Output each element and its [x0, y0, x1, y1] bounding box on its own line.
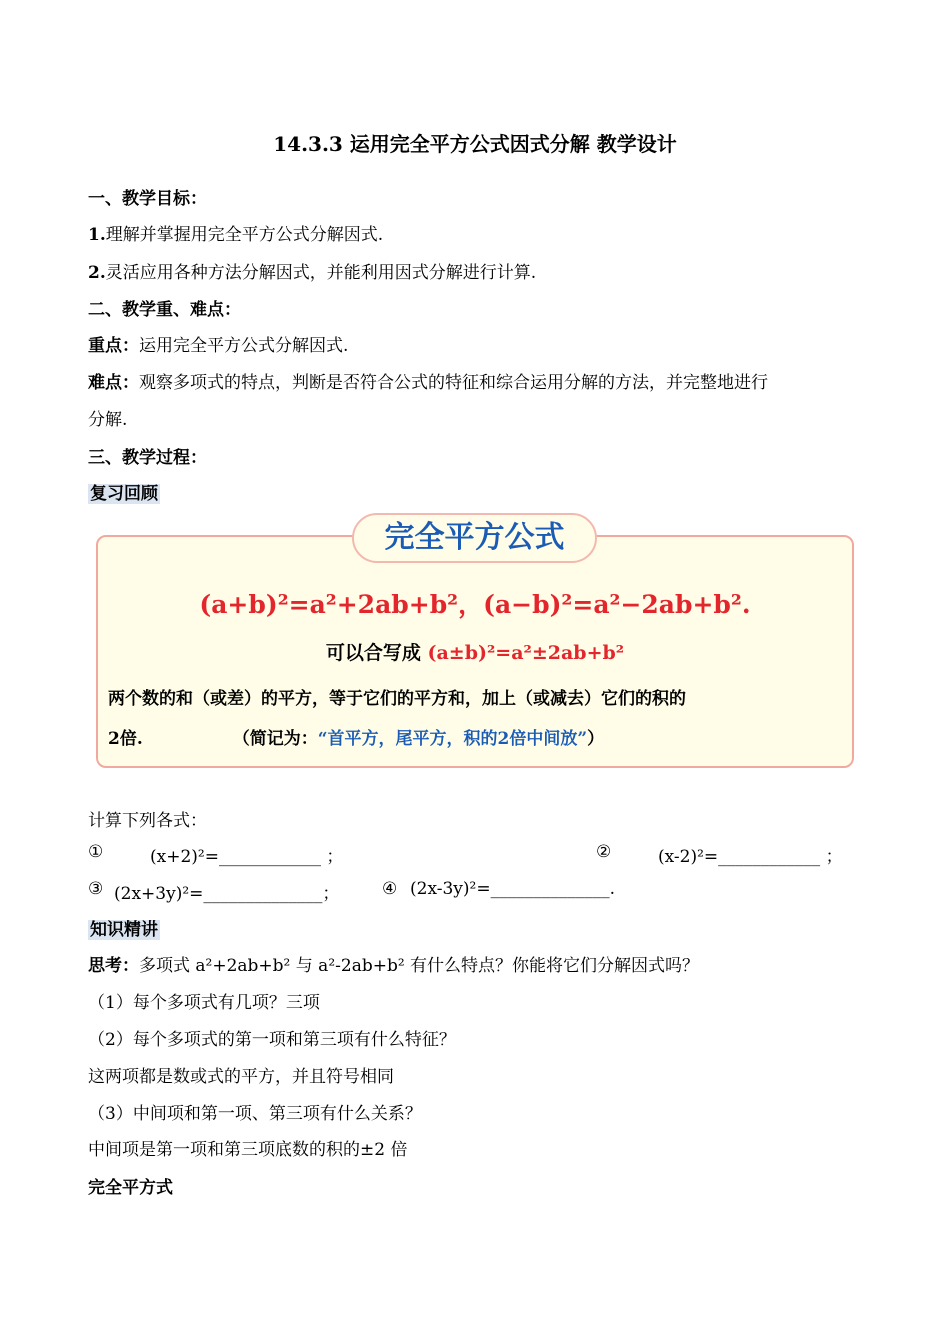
- think-text: 多项式 a²+2ab+b² 与 a²-2ab+b² 有什么特点？你能将它们分解因式吗？: [139, 956, 700, 976]
- hard-point: [88, 368, 768, 393]
- exercise-1-number: ①: [88, 842, 104, 862]
- key-point: [88, 331, 348, 356]
- goal-item-1-text: 理解并掌握用完全平方公式分解因式.: [105, 225, 384, 245]
- knowledge-highlight: 知识精讲: [90, 920, 158, 940]
- goal-item-2-num: 2.: [88, 263, 106, 283]
- think-label: 思考：: [88, 956, 139, 976]
- mnemonic-quote: “首平方，尾平方，积的2倍中间放”: [317, 729, 588, 749]
- formula-description: 两个数的和（或差）的平方，等于它们的平方和，加上（或减去）它们的积的: [108, 689, 686, 709]
- question-2: （2）每个多项式的第一项和第三项有什么特征？: [88, 1030, 456, 1050]
- process-heading: 三、教学过程：: [88, 448, 207, 468]
- combined-formula-line: [0, 638, 950, 665]
- document-title: 14.3.3 运用完全平方公式因式分解 教学设计: [273, 132, 677, 156]
- section-heading-perfect-square: 完全平方式: [88, 1178, 173, 1198]
- exercise-1-expression: (x+2)²=____________ ；: [150, 847, 344, 867]
- question-3: （3）中间项和第一项、第三项有什么关系？: [88, 1104, 422, 1124]
- mnemonic-open: （简记为：: [232, 729, 318, 749]
- combined-formula: (a±b)²=a²±2ab+b²: [427, 642, 625, 664]
- exercise-4-expression: (2x-3y)²=______________.: [410, 879, 615, 899]
- formula-line: (a+b)²=a²+2ab+b²，(a−b)²=a²−2ab+b².: [199, 590, 751, 619]
- review-highlight: 复习回顾: [90, 484, 158, 504]
- goal-item-2-text: 灵活应用各种方法分解因式，并能利用因式分解进行计算.: [105, 263, 537, 283]
- goals-heading: 一、教学目标：: [88, 189, 207, 209]
- exercise-2-expression: (x-2)²=____________ ；: [658, 847, 843, 867]
- goal-item-2: [88, 258, 536, 283]
- formula-mnemonic: [108, 724, 604, 749]
- goal-item-1-num: 1.: [88, 225, 106, 245]
- think-question: [88, 951, 699, 976]
- exercise-intro: 计算下列各式：: [88, 811, 207, 831]
- exercise-3-number: ③: [88, 879, 104, 899]
- hard-point-label: 难点：: [88, 373, 139, 393]
- key-point-text: 运用完全平方公式分解因式.: [139, 336, 349, 356]
- formula-box-title: 完全平方公式: [352, 513, 597, 563]
- key-points-heading: 二、教学重、难点：: [88, 300, 241, 320]
- hard-point-continued: 分解.: [88, 410, 128, 430]
- exercise-2-number: ②: [596, 842, 612, 862]
- mnemonic-close: ）: [587, 729, 605, 749]
- knowledge-section-label: [88, 915, 160, 940]
- review-section-label: [88, 479, 160, 504]
- answer-3: 中间项是第一项和第三项底数的积的±2 倍: [88, 1140, 408, 1160]
- combined-prefix: 可以合写成: [325, 642, 428, 664]
- question-1: （1）每个多项式有几项？三项: [88, 993, 320, 1013]
- hard-point-text: 观察多项式的特点，判断是否符合公式的特征和综合运用分解的方法，并完整地进行: [139, 373, 768, 393]
- answer-2: 这两项都是数或式的平方，并且符号相同: [88, 1067, 394, 1087]
- goal-item-1: [88, 220, 383, 245]
- exercise-3-expression: (2x+3y)²=______________；: [114, 884, 340, 904]
- mnemonic-prefix: 2倍.: [108, 729, 143, 749]
- key-point-label: 重点：: [88, 336, 139, 356]
- exercise-4-number: ④: [382, 879, 398, 899]
